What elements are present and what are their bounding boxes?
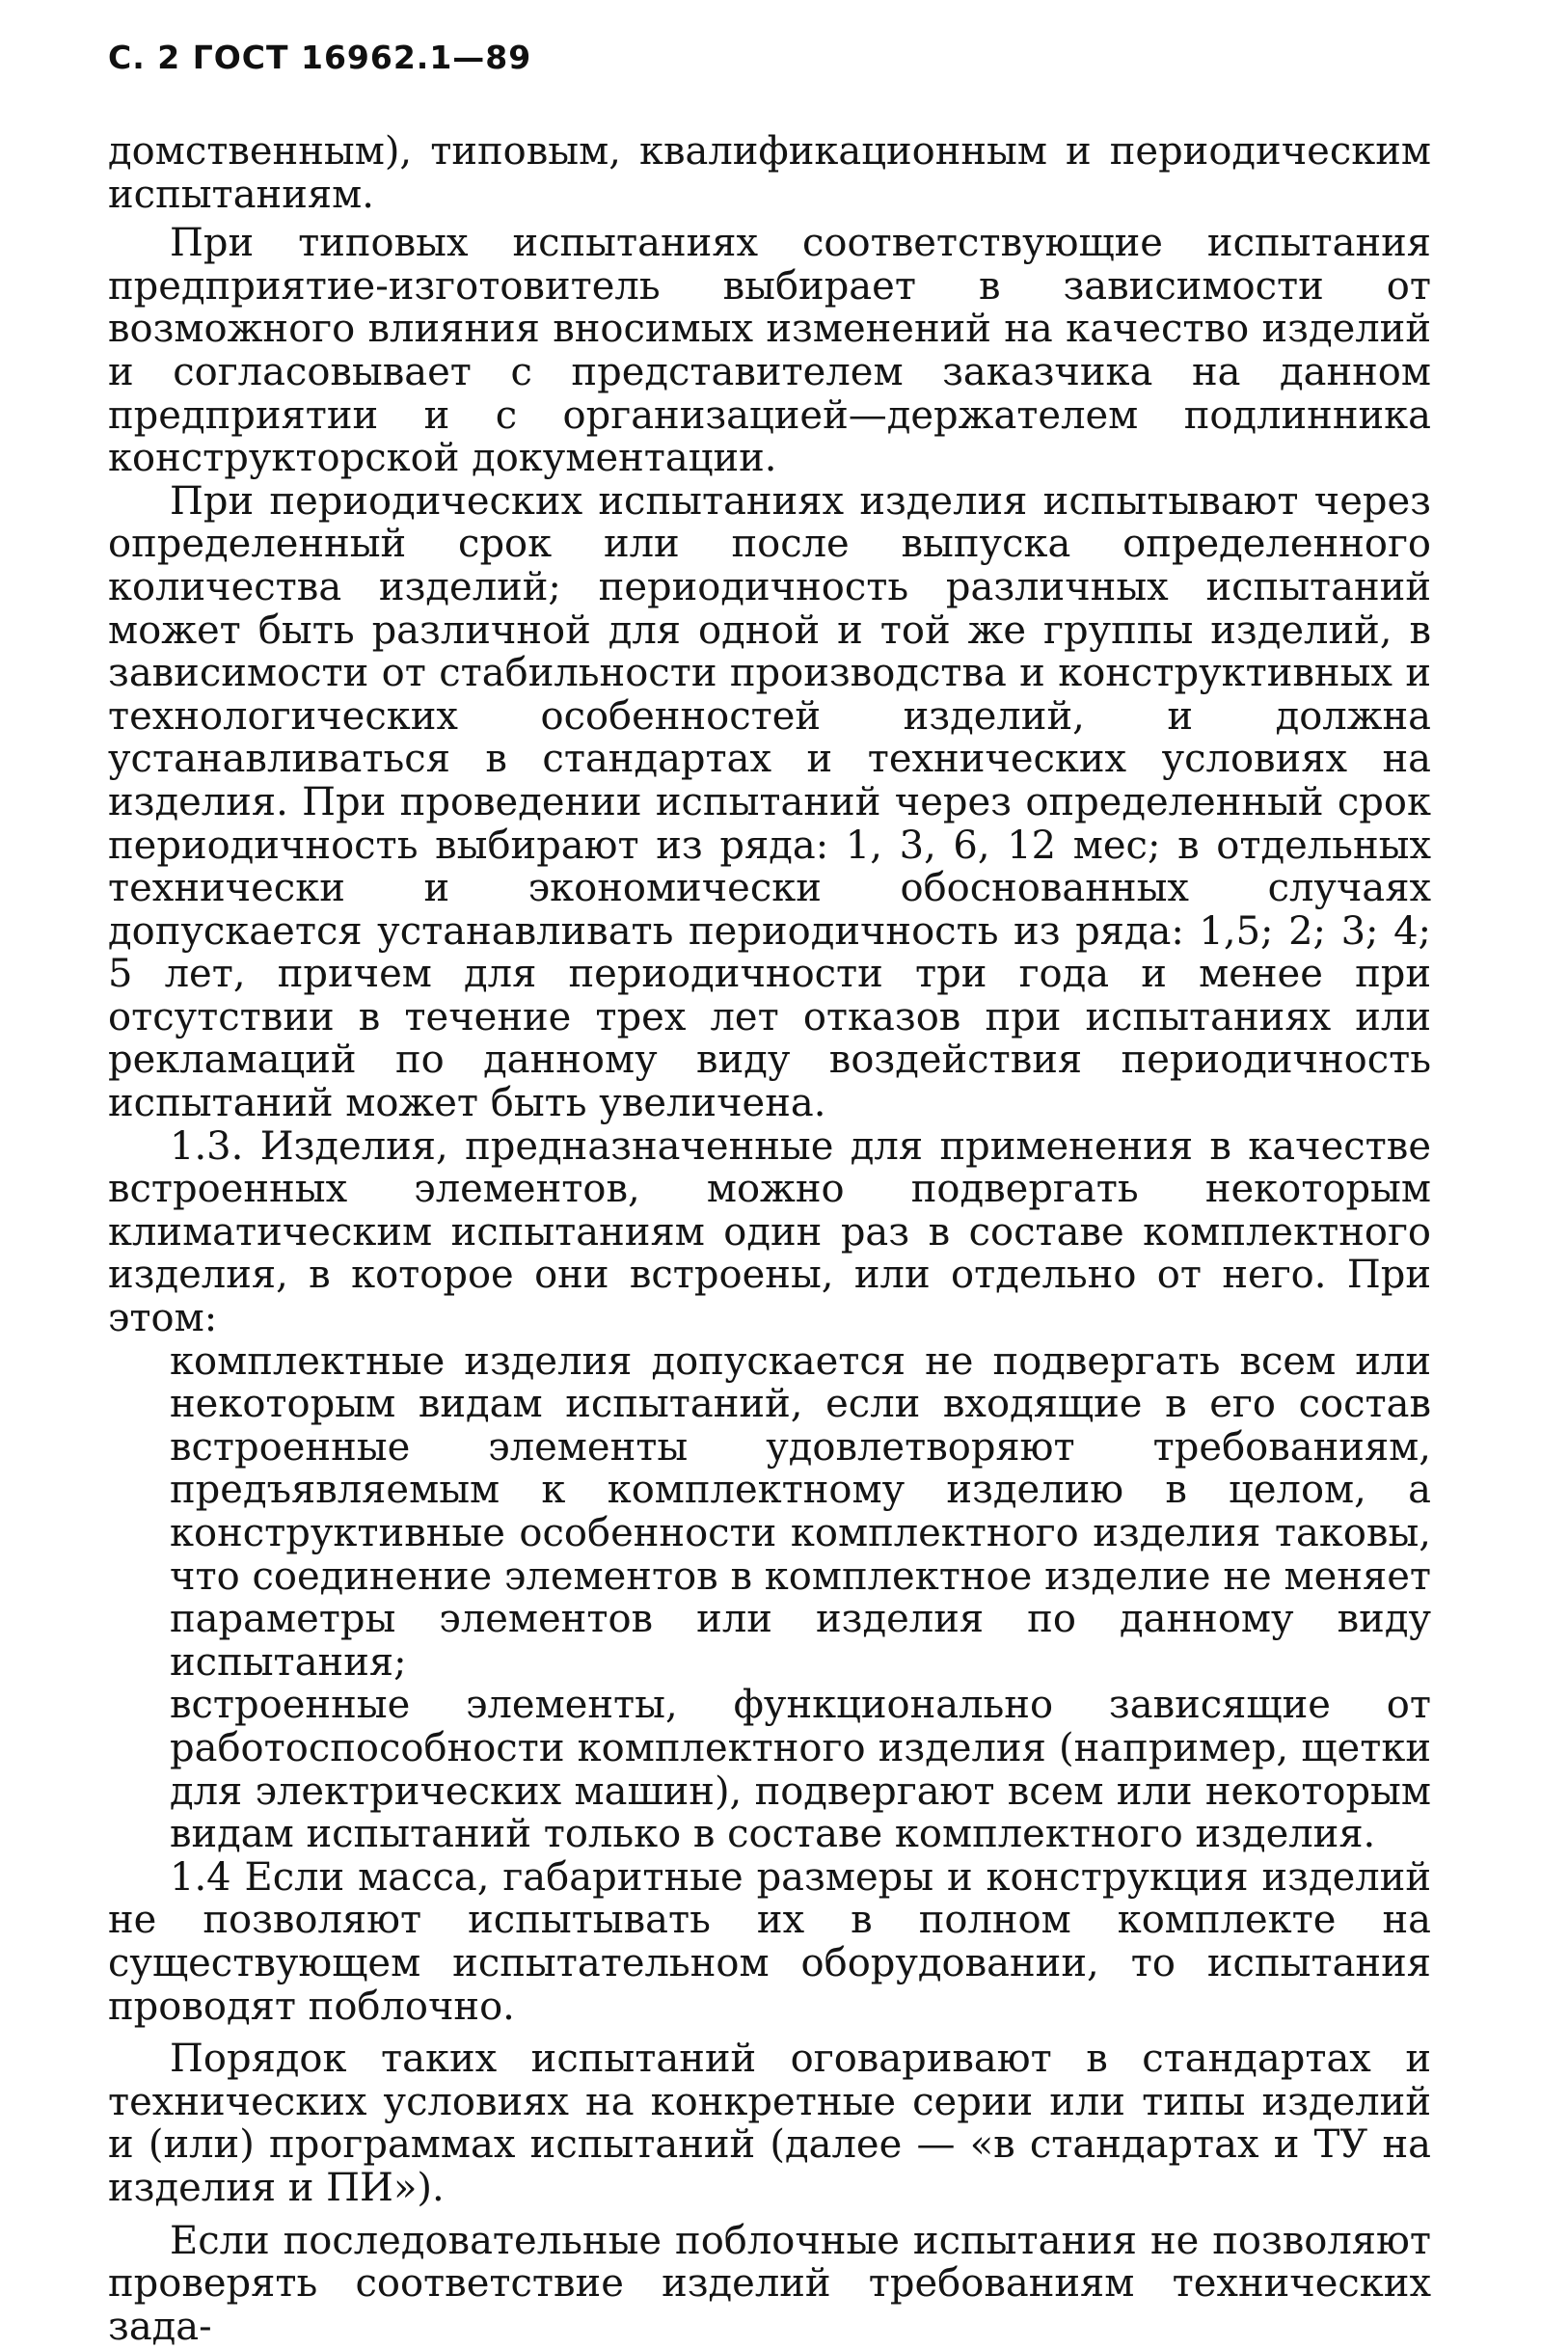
paragraph-1-4: 1.4 Если масса, габаритные размеры и конструкция изделий не позволяют испытывать их в полном комплекте на существующем испытательном оборудовании, то испытания проводят поблочно. xyxy=(108,1854,1431,2029)
document-body xyxy=(108,130,1431,2348)
page-header: С. 2 ГОСТ 16962.1—89 xyxy=(108,39,532,76)
paragraph-test-order: Порядок таких испытаний оговаривают в стандартах и технических условиях на конкретные серии или типы изделий и (или) программах испытаний (далее — «в стандартах и ТУ на изделия и ПИ»). xyxy=(108,2037,1431,2210)
paragraph-built-in-elements: встроенные элементы, функционально зависящие от работоспособности комплектного изделия (например, щетки для электрических машин), подвергают всем или некоторым видам испытаний только в составе комплектного изделия. xyxy=(170,1683,1431,1857)
paragraph-complete-products: комплектные изделия допускается не подвергать всем или некоторым видам испытаний, если входящие в его состав встроенные элементы удовлетворяют требованиям, предъявляемым к комплектному изделию в целом, а конструктивные особенности комплектного изделия таковы, что соединение элементов в комплектное изделие не меняет параметры элементов или изделия по данному виду испытания; xyxy=(170,1338,1431,1685)
paragraph-1-3: 1.3. Изделия, предназначенные для применения в качестве встроенных элементов, можно подвергать некоторым климатическим испытаниям один раз в составе комплектного изделия, в которое они встроены, или отдельно от него. При этом: xyxy=(108,1123,1431,1341)
paragraph-sequential-tests: Если последовательные поблочные испытания не позволяют проверять соответствие изделий требованиям технических зада- xyxy=(108,2218,1431,2349)
paragraph-periodic-tests: При периодических испытаниях изделия испытывают через определенный срок или после выпуска определенного количества изделий; периодичность различных испытаний может быть различной для одной и той же группы изделий, в зависимости от стабильности производства и конструктивных и технологических особенностей изделий, и должна устанавливаться в стандартах и технических условиях на изделия. При проведении испытаний через определенный срок периодичность выбирают из ряда: 1, 3, 6, 12 мес; в отдельных технически и экономически обоснованных случаях допускается устанавливать периодичность из ряда: 1,5; 2; 3; 4; 5 лет, причем для периодичности три года и менее при отсутствии в течение трех лет отказов при испытаниях или рекламаций по данному виду воздействия периодичность испытаний может быть увеличена. xyxy=(108,478,1431,1126)
paragraph-type-tests: При типовых испытаниях соответствующие испытания предприятие-изготовитель выбирает в зависимости от возможного влияния вносимых изменений на качество изделий и согласовывает с представителем заказчика на данном предприятии и с организацией—держателем подлинника конструкторской документации. xyxy=(108,221,1431,481)
paragraph-continuation: домственным), типовым, квалификационным и периодическим испытаниям. xyxy=(108,129,1431,217)
